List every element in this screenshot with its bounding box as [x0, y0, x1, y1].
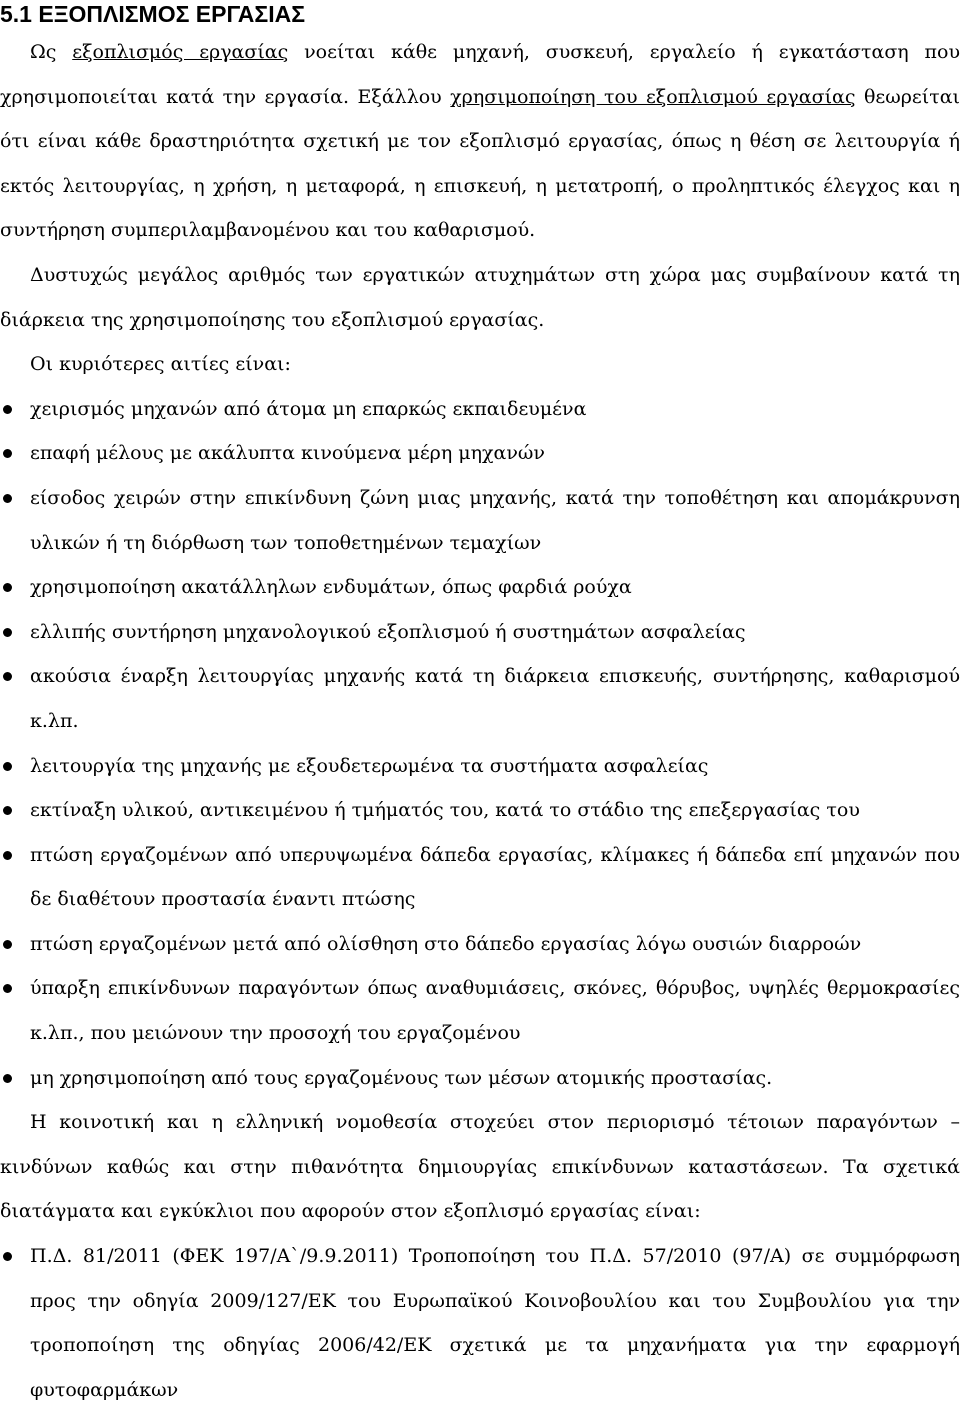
list-item-text: ακούσια έναρξη λειτουργίας μηχανής κατά τη διάρκεια επισκευής, συντήρησης, καθαρισμού κ.λπ.: [30, 665, 960, 732]
list-item: [0, 476, 960, 565]
causes-intro: Οι κυριότερες αιτίες είναι:: [30, 353, 291, 376]
decrees-list: [0, 1234, 960, 1412]
list-item: [0, 833, 960, 922]
list-item: [0, 431, 960, 476]
bullet-icon: [3, 449, 12, 458]
list-item: [0, 565, 960, 610]
list-item-text: πτώση εργαζομένων από υπερυψωμένα δάπεδα εργασίας, κλίμακες ή δάπεδα επί μηχανών που δε διαθέτουν προστασία έναντι πτώσης: [30, 843, 960, 911]
list-item: [0, 1234, 960, 1412]
causes-list: [0, 387, 960, 1101]
list-item: [0, 922, 960, 967]
list-item-text: χειρισμός μηχανών από άτομα μη επαρκώς εκπαιδευμένα: [30, 397, 587, 420]
bullet-icon: [3, 1074, 12, 1083]
list-item-text: είσοδος χειρών στην επικίνδυνη ζώνη μιας μηχανής, κατά την τοποθέτηση και απομάκρυνση υλικών ή τη διόρθωση των τοποθετημένων τεμαχίων: [30, 486, 960, 554]
accidents-paragraph: Δυστυχώς μεγάλος αριθμός των εργατικών ατυχημάτων στη χώρα μας συμβαίνουν κατά τη διάρκεια της χρησιμοποίησης του εξοπλισμού εργασίας.: [0, 263, 960, 331]
section-heading: 5.1 ΕΞΟΠΛΙΣΜΟΣ ΕΡΓΑΣΙΑΣ: [0, 1, 305, 27]
list-item-text: πτώση εργαζομένων μετά από ολίσθηση στο δάπεδο εργασίας λόγω ουσιών διαρροών: [30, 932, 862, 955]
list-item-text: ύπαρξη επικίνδυνων παραγόντων όπως αναθυμιάσεις, σκόνες, θόρυβος, υψηλές θερμοκρασίες κ.λπ., που μειώνουν την προσοχή του εργαζομένου: [30, 977, 960, 1045]
intro-paragraph: [0, 30, 960, 253]
list-item-text: μη χρησιμοποίηση από τους εργαζομένους των μέσων ατομικής προστασίας.: [30, 1066, 773, 1089]
list-item-text: ελλιπής συντήρηση μηχανολογικού εξοπλισμού ή συστημάτων ασφαλείας: [30, 620, 746, 643]
list-item: [0, 610, 960, 655]
list-item: [0, 387, 960, 432]
bullet-icon: [3, 984, 12, 993]
intro-rest: νοείται κάθε μηχανή, συσκευή, εργαλείο ή εγκατάσταση που χρησιμοποιείται κατά την εργασία. Εξάλλου: [0, 41, 960, 108]
bullet-icon: [3, 628, 12, 637]
list-item: [0, 788, 960, 833]
list-item: [0, 744, 960, 789]
bullet-icon: [3, 494, 12, 503]
list-item-text: χρησιμοποίηση ακατάλληλων ενδυμάτων, όπως φαρδιά ρούχα: [30, 576, 632, 599]
list-item: [0, 654, 960, 743]
list-item-text: λειτουργία της μηχανής με εξουδετερωμένα τα συστήματα ασφαλείας: [30, 754, 709, 777]
term-work-equipment: εξοπλισμός εργασίας: [72, 41, 289, 63]
term-equipment-use: χρησιμοποίηση του εξοπλισμού εργασίας: [450, 85, 856, 108]
bullet-icon: [3, 405, 12, 414]
bullet-icon: [3, 940, 12, 949]
legislation-paragraph: Η κοινοτική και η ελληνική νομοθεσία στοχεύει στον περιορισμό τέτοιων παραγόντων – κινδύνων καθώς και στην πιθανότητα δημιουργίας επικίνδυνων καταστάσεων. Τα σχετικά διατάγματα και εγκύκλιοι που αφορούν στον εξοπλισμό εργασίας είναι:: [0, 1111, 960, 1223]
document-body: [0, 30, 960, 1412]
bullet-icon: [3, 851, 12, 860]
list-item: [0, 966, 960, 1055]
bullet-icon: [3, 672, 12, 681]
bullet-icon: [3, 806, 12, 815]
list-item-text: επαφή μέλους με ακάλυπτα κινούμενα μέρη μηχανών: [30, 442, 545, 465]
intro-lead: Ως: [30, 41, 73, 63]
list-item: [0, 1056, 960, 1101]
bullet-icon: [3, 583, 12, 592]
bullet-icon: [3, 762, 12, 771]
list-item-text: Π.Δ. 81/2011 (ΦΕΚ 197/Α`/9.9.2011) Τροποποίηση του Π.Δ. 57/2010 (97/Α) σε συμμόρφωση προς την οδηγία 2009/127/ΕΚ του Ευρωπαϊκού Κοινοβουλίου και του Συμβουλίου για την τροποποίηση της οδηγίας 2006/42/ΕΚ σχετικά με τα μηχανήματα για την εφαρμογή φυτοφαρμάκων: [30, 1245, 960, 1401]
bullet-icon: [3, 1252, 12, 1261]
list-item-text: εκτίναξη υλικού, αντικειμένου ή τμήματός του, κατά το στάδιο της επεξεργασίας του: [30, 799, 860, 822]
intro-rest2: θεωρείται ότι είναι κάθε δραστηριότητα σχετική με τον εξοπλισμό εργασίας, όπως η θέση σε λειτουργία ή εκτός λειτουργίας, η χρήση, η μεταφορά, η επισκευή, η μετατροπή, ο προληπτικός έλεγχος και η συντήρηση συμπεριλαμβανομένου και του καθαρισμού.: [0, 85, 960, 242]
